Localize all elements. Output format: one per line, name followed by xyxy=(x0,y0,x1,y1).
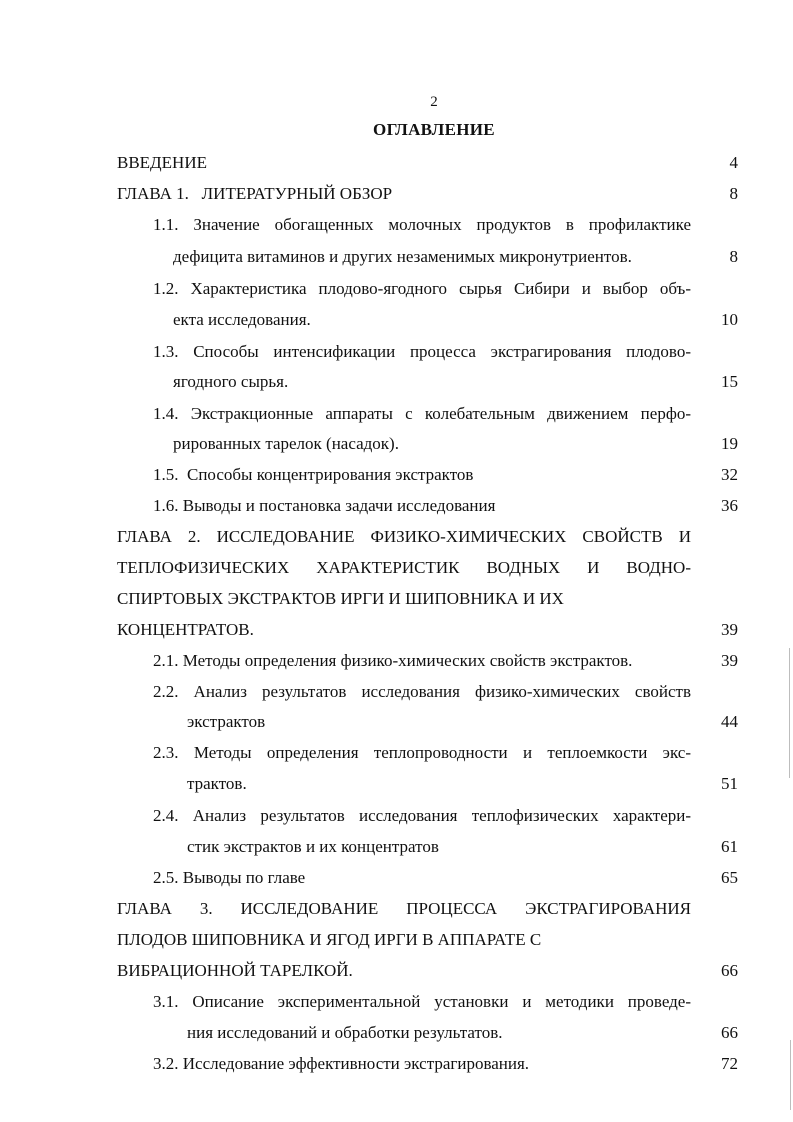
toc-entry-section-2-5: 2.5. Выводы по главе xyxy=(153,868,306,887)
toc-title: ОГЛАВЛЕНИЕ xyxy=(373,120,495,139)
toc-page-section-2-1: 39 xyxy=(721,651,738,670)
toc-entry-section-2-2: 2.2. Анализ результатов исследования физико-химических свойств xyxy=(153,682,691,701)
toc-page-section-1-3: 15 xyxy=(721,372,738,391)
toc-entry-section-3-1-cont: ния исследований и обработки результатов. xyxy=(187,1023,503,1042)
toc-page-section-1-2: 10 xyxy=(721,310,738,329)
toc-page-section-2-3: 51 xyxy=(721,774,738,793)
toc-entry-section-1-4: 1.4. Экстракционные аппараты с колебательным движением перфо- xyxy=(153,404,691,423)
toc-entry-section-2-4: 2.4. Анализ результатов исследования теплофизических характери- xyxy=(153,806,691,825)
toc-entry-chapter-3: ГЛАВА 3. ИССЛЕДОВАНИЕ ПРОЦЕССА ЭКСТРАГИРОВАНИЯ xyxy=(117,899,691,918)
toc-entry-section-1-4-cont: рированных тарелок (насадок). xyxy=(173,434,399,453)
scan-edge-mark xyxy=(790,1040,791,1110)
toc-entry-chapter-3-cont-1: ПЛОДОВ ШИПОВНИКА И ЯГОД ИРГИ В АППАРАТЕ С xyxy=(117,930,542,949)
toc-entry-section-2-1: 2.1. Методы определения физико-химических свойств экстрактов. xyxy=(153,651,633,670)
toc-entry-chapter-2: ГЛАВА 2. ИССЛЕДОВАНИЕ ФИЗИКО-ХИМИЧЕСКИХ СВОЙСТВ И xyxy=(117,527,691,546)
toc-entry-section-1-3-cont: ягодного сырья. xyxy=(173,372,289,391)
toc-entry-section-1-2: 1.2. Характеристика плодово-ягодного сырья Сибири и выбор объ- xyxy=(153,279,691,298)
toc-entry-section-1-1-cont: дефицита витаминов и других незаменимых микронутриентов. xyxy=(173,247,632,266)
toc-page-section-1-1: 8 xyxy=(729,247,738,266)
toc-entry-section-2-3: 2.3. Методы определения теплопроводности и теплоемкости экс- xyxy=(153,743,691,762)
toc-entry-chapter-2-cont-1: ТЕПЛОФИЗИЧЕСКИХ ХАРАКТЕРИСТИК ВОДНЫХ И ВОДНО- xyxy=(117,558,691,577)
toc-entry-introduction: ВВЕДЕНИЕ xyxy=(117,153,207,172)
toc-page-section-2-5: 65 xyxy=(721,868,738,887)
toc-page-chapter-1: 8 xyxy=(729,184,738,203)
toc-entry-section-2-2-cont: экстрактов xyxy=(187,712,266,731)
toc-entry-chapter-2-cont-2: СПИРТОВЫХ ЭКСТРАКТОВ ИРГИ И ШИПОВНИКА И ИХ xyxy=(117,589,564,608)
toc-entry-section-3-1: 3.1. Описание экспериментальной установки и методики проведе- xyxy=(153,992,691,1011)
toc-entry-section-1-2-cont: екта исследования. xyxy=(173,310,311,329)
toc-entry-section-2-3-cont: трактов. xyxy=(187,774,247,793)
toc-entry-chapter-3-cont-2: ВИБРАЦИОННОЙ ТАРЕЛКОЙ. xyxy=(117,961,353,980)
toc-entry-chapter-2-cont-3: КОНЦЕНТРАТОВ. xyxy=(117,620,254,639)
toc-entry-section-1-1: 1.1. Значение обогащенных молочных продуктов в профилактике xyxy=(153,215,691,234)
toc-page-section-1-5: 32 xyxy=(721,465,738,484)
toc-page-section-2-2: 44 xyxy=(721,712,738,731)
toc-page-chapter-3: 66 xyxy=(721,961,738,980)
toc-entry-chapter-1: ГЛАВА 1. ЛИТЕРАТУРНЫЙ ОБЗОР xyxy=(117,184,393,203)
toc-page-section-2-4: 61 xyxy=(721,837,738,856)
toc-page-section-3-1: 66 xyxy=(721,1023,738,1042)
toc-page-chapter-2: 39 xyxy=(721,620,738,639)
toc-entry-section-1-6: 1.6. Выводы и постановка задачи исследования xyxy=(153,496,496,515)
scan-edge-mark xyxy=(789,648,790,778)
toc-entry-section-1-3: 1.3. Способы интенсификации процесса экстрагирования плодово- xyxy=(153,342,691,361)
page-number: 2 xyxy=(430,94,438,110)
toc-entry-section-2-4-cont: стик экстрактов и их концентратов xyxy=(187,837,439,856)
toc-page-section-3-2: 72 xyxy=(721,1054,738,1073)
toc-page-section-1-4: 19 xyxy=(721,434,738,453)
toc-entry-section-3-2: 3.2. Исследование эффективности экстрагирования. xyxy=(153,1054,530,1073)
toc-page-introduction: 4 xyxy=(729,153,738,172)
toc-page-section-1-6: 36 xyxy=(721,496,738,515)
toc-entry-section-1-5: 1.5. Способы концентрирования экстрактов xyxy=(153,465,474,484)
